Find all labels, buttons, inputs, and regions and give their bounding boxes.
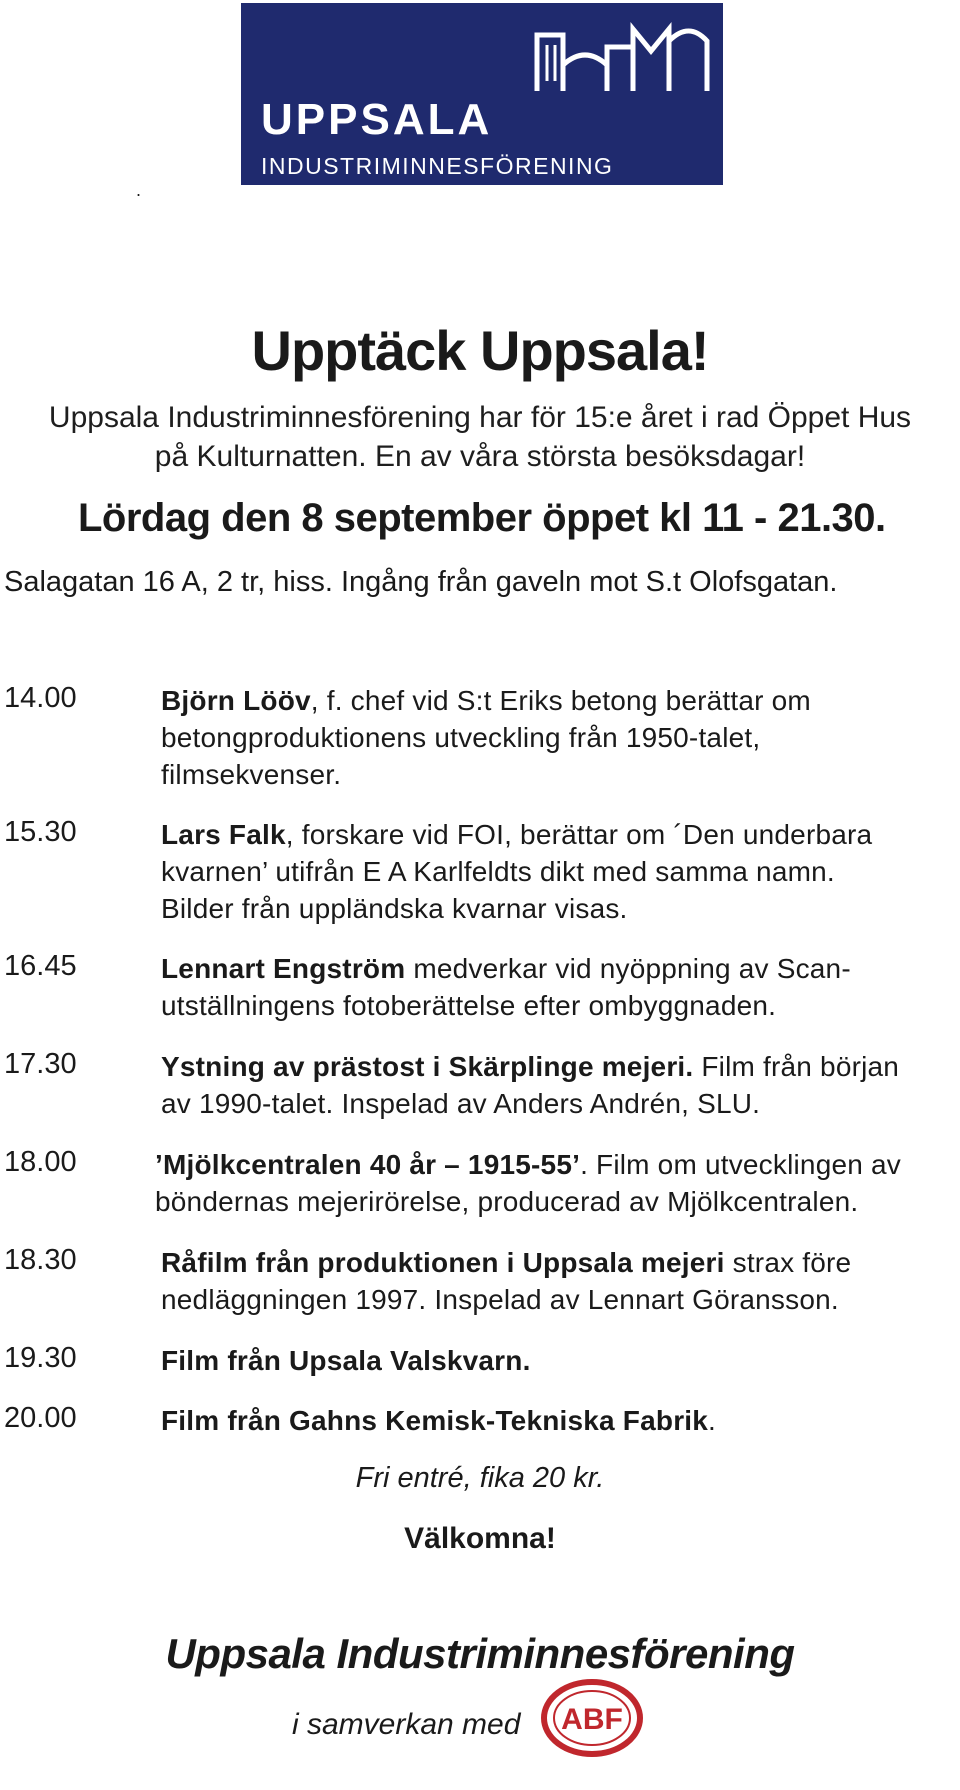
schedule-text: böndernas mejerirörelse, producerad av Mjölkcentralen. <box>155 1186 859 1217</box>
schedule-time: 18.00 <box>4 1146 77 1178</box>
schedule-text: Bilder från uppländska kvarnar visas. <box>161 893 628 924</box>
schedule-text: , forskare vid FOI, berättar om ´Den underbara <box>285 819 873 850</box>
organization-name: Uppsala Industriminnesförening <box>165 1630 795 1677</box>
schedule-text: betongproduktionens utveckling från 1950-talet, <box>161 722 761 753</box>
stray-dot: . <box>136 180 142 200</box>
logo-title: UPPSALA <box>261 95 493 144</box>
schedule-title: Råfilm från produktionen i Uppsala mejeri <box>161 1247 725 1278</box>
schedule-description <box>161 682 960 793</box>
schedule-title: Lennart Engström <box>161 953 406 984</box>
schedule-description <box>161 1244 960 1318</box>
schedule-title: Film från Upsala Valskvarn. <box>161 1345 531 1376</box>
schedule-time: 14.00 <box>4 682 77 714</box>
schedule-text: av 1990-talet. Inspelad av Anders Andrén, SLU. <box>161 1088 761 1119</box>
schedule-time: 15.30 <box>4 816 77 848</box>
intro-line-1: Uppsala Industriminnesförening har för 15:e året i rad Öppet Hus <box>48 401 912 434</box>
schedule-text: kvarnen’ utifrån E A Karlfeldts dikt med samma namn. <box>161 856 835 887</box>
schedule-text: utställningens fotoberättelse efter ombyggnaden. <box>161 990 777 1021</box>
schedule-title: ’Mjölkcentralen 40 år – 1915-55’ <box>155 1149 581 1180</box>
schedule-text: medverkar vid nyöppning av Scan- <box>405 953 851 984</box>
schedule-text: strax före <box>724 1247 852 1278</box>
schedule-description <box>161 1402 960 1439</box>
schedule-text: Film från början <box>693 1051 900 1082</box>
schedule-title: Ystning av prästost i Skärplinge mejeri. <box>161 1051 694 1082</box>
schedule-time: 20.00 <box>4 1402 77 1434</box>
schedule-time: 19.30 <box>4 1342 77 1374</box>
schedule-title: Film från Gahns Kemisk-Tekniska Fabrik <box>161 1405 709 1436</box>
entry-info: Fri entré, fika 20 kr. <box>355 1462 605 1494</box>
abf-logo-text: ABF <box>561 1703 623 1736</box>
schedule-text: , f. chef vid S:t Eriks betong berättar om <box>310 685 811 716</box>
schedule-time: 17.30 <box>4 1048 77 1080</box>
schedule-description <box>161 1342 960 1379</box>
schedule-text: filmsekvenser. <box>161 759 342 790</box>
schedule-title: Björn Lööv <box>161 685 311 716</box>
partner-text: i samverkan med <box>292 1708 521 1741</box>
building-logo-icon <box>533 21 711 93</box>
schedule-title: Lars Falk <box>161 819 286 850</box>
schedule-text: . <box>708 1405 717 1436</box>
date-line: Lördag den 8 september öppet kl 11 - 21.30. <box>78 496 886 540</box>
abf-logo <box>540 1678 644 1758</box>
address-line: Salagatan 16 A, 2 tr, hiss. Ingång från gaveln mot S.t Olofsgatan. <box>4 566 838 598</box>
schedule-description <box>161 950 960 1024</box>
schedule-text: . Film om utvecklingen av <box>580 1149 901 1180</box>
schedule-description <box>161 816 960 927</box>
schedule-description <box>161 1048 960 1122</box>
uppsala-industriminnesforening-logo <box>241 3 723 185</box>
intro-line-2: på Kulturnatten. En av våra största besöksdagar! <box>154 440 806 473</box>
schedule-time: 16.45 <box>4 950 77 982</box>
intro-text <box>0 398 960 476</box>
logo-subtitle: INDUSTRIMINNESFÖRENING <box>261 153 614 179</box>
page-title: Upptäck Uppsala! <box>251 319 709 382</box>
schedule-description <box>155 1146 955 1220</box>
schedule-text: nedläggningen 1997. Inspelad av Lennart Göransson. <box>161 1284 839 1315</box>
welcome-text: Välkomna! <box>404 1522 556 1555</box>
schedule-time: 18.30 <box>4 1244 77 1276</box>
